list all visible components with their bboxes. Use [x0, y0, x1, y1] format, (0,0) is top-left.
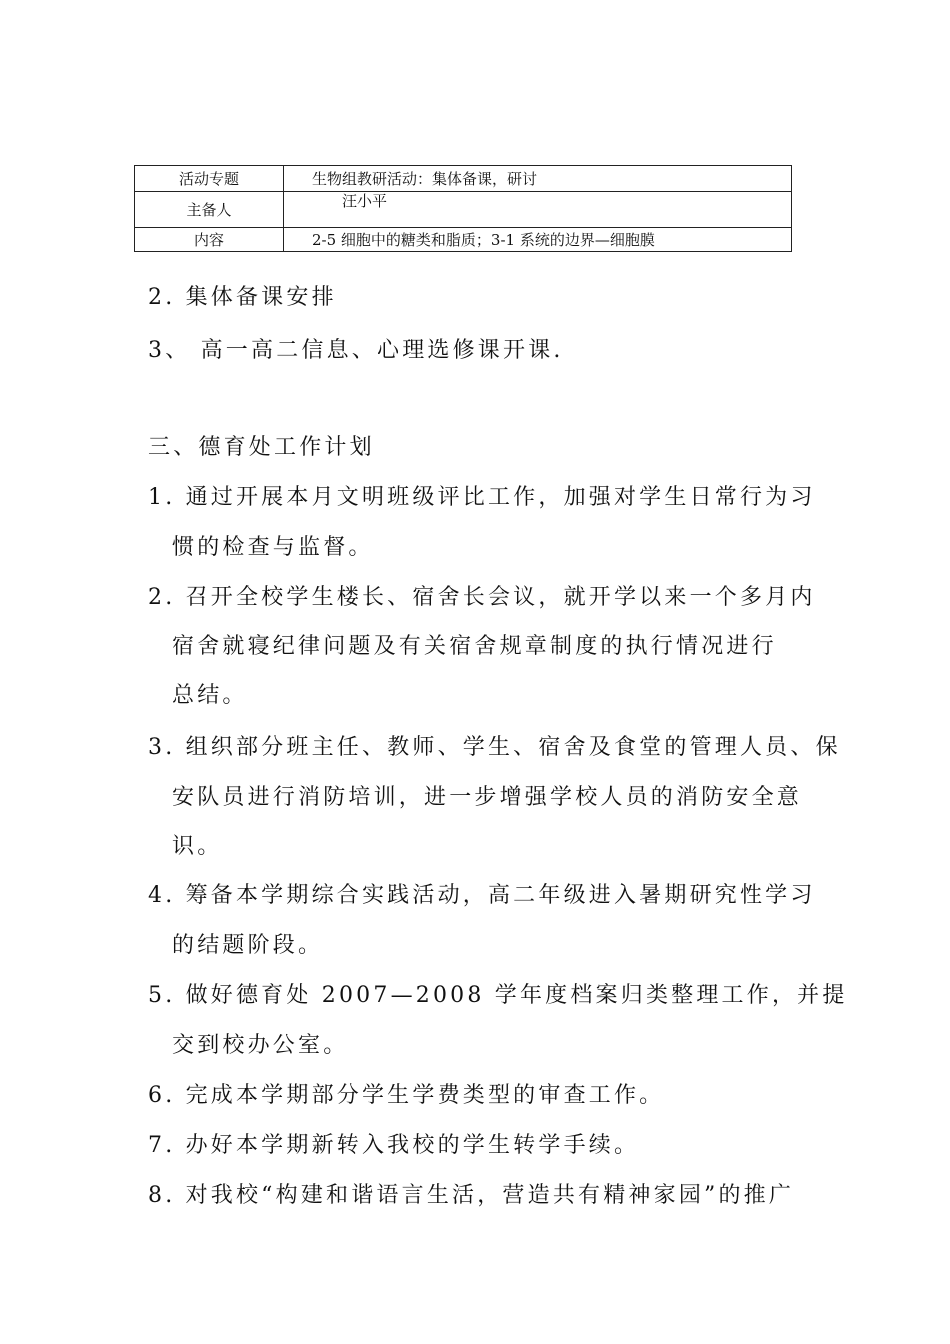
list-item-line: 宿舍就寝纪律问题及有关宿舍规章制度的执行情况进行 — [172, 634, 777, 659]
list-item-line: 3. 组织部分班主任、教师、学生、宿舍及食堂的管理人员、保 — [148, 735, 841, 760]
list-item-line: 安队员进行消防培训，进一步增强学校人员的消防安全意 — [172, 785, 803, 810]
table-row — [135, 166, 792, 192]
table-row — [135, 192, 792, 228]
list-item-line: 6. 完成本学期部分学生学费类型的审查工作。 — [148, 1083, 665, 1108]
table-value-content: 2-5 细胞中的糖类和脂质；3-1 系统的边界—细胞膜 — [284, 228, 792, 252]
list-item: 2. 集体备课安排 — [148, 285, 337, 310]
list-item-line: 的结题阶段。 — [172, 933, 324, 958]
table-value-preparer: 汪小平 — [284, 192, 792, 228]
list-item-line: 惯的检查与监督。 — [172, 535, 374, 560]
list-item: 3、 高一高二信息、心理选修课开课. — [148, 338, 564, 363]
table-label-topic: 活动专题 — [135, 166, 284, 192]
list-item-line: 交到校办公室。 — [172, 1033, 349, 1058]
table-label-preparer: 主备人 — [135, 192, 284, 228]
list-item-line: 总结。 — [172, 683, 248, 708]
table-value-topic: 生物组教研活动：集体备课，研讨 — [284, 166, 792, 192]
list-item-line: 7. 办好本学期新转入我校的学生转学手续。 — [148, 1133, 640, 1158]
list-item-line: 识。 — [172, 834, 223, 859]
list-item-line: 2. 召开全校学生楼长、宿舍长会议，就开学以来一个多月内 — [148, 585, 816, 610]
table-label-content: 内容 — [135, 228, 284, 252]
section-heading: 三、德育处工作计划 — [148, 435, 375, 460]
table-row — [135, 228, 792, 252]
list-item-line: 1. 通过开展本月文明班级评比工作，加强对学生日常行为习 — [148, 485, 816, 510]
activity-info-table — [134, 165, 792, 252]
list-item-line: 4. 筹备本学期综合实践活动，高二年级进入暑期研究性学习 — [148, 883, 816, 908]
list-item-line: 8. 对我校“构建和谐语言生活，营造共有精神家园”的推广 — [148, 1183, 795, 1208]
list-item-line: 5. 做好德育处 2007—2008 学年度档案归类整理工作，并提 — [148, 983, 848, 1008]
